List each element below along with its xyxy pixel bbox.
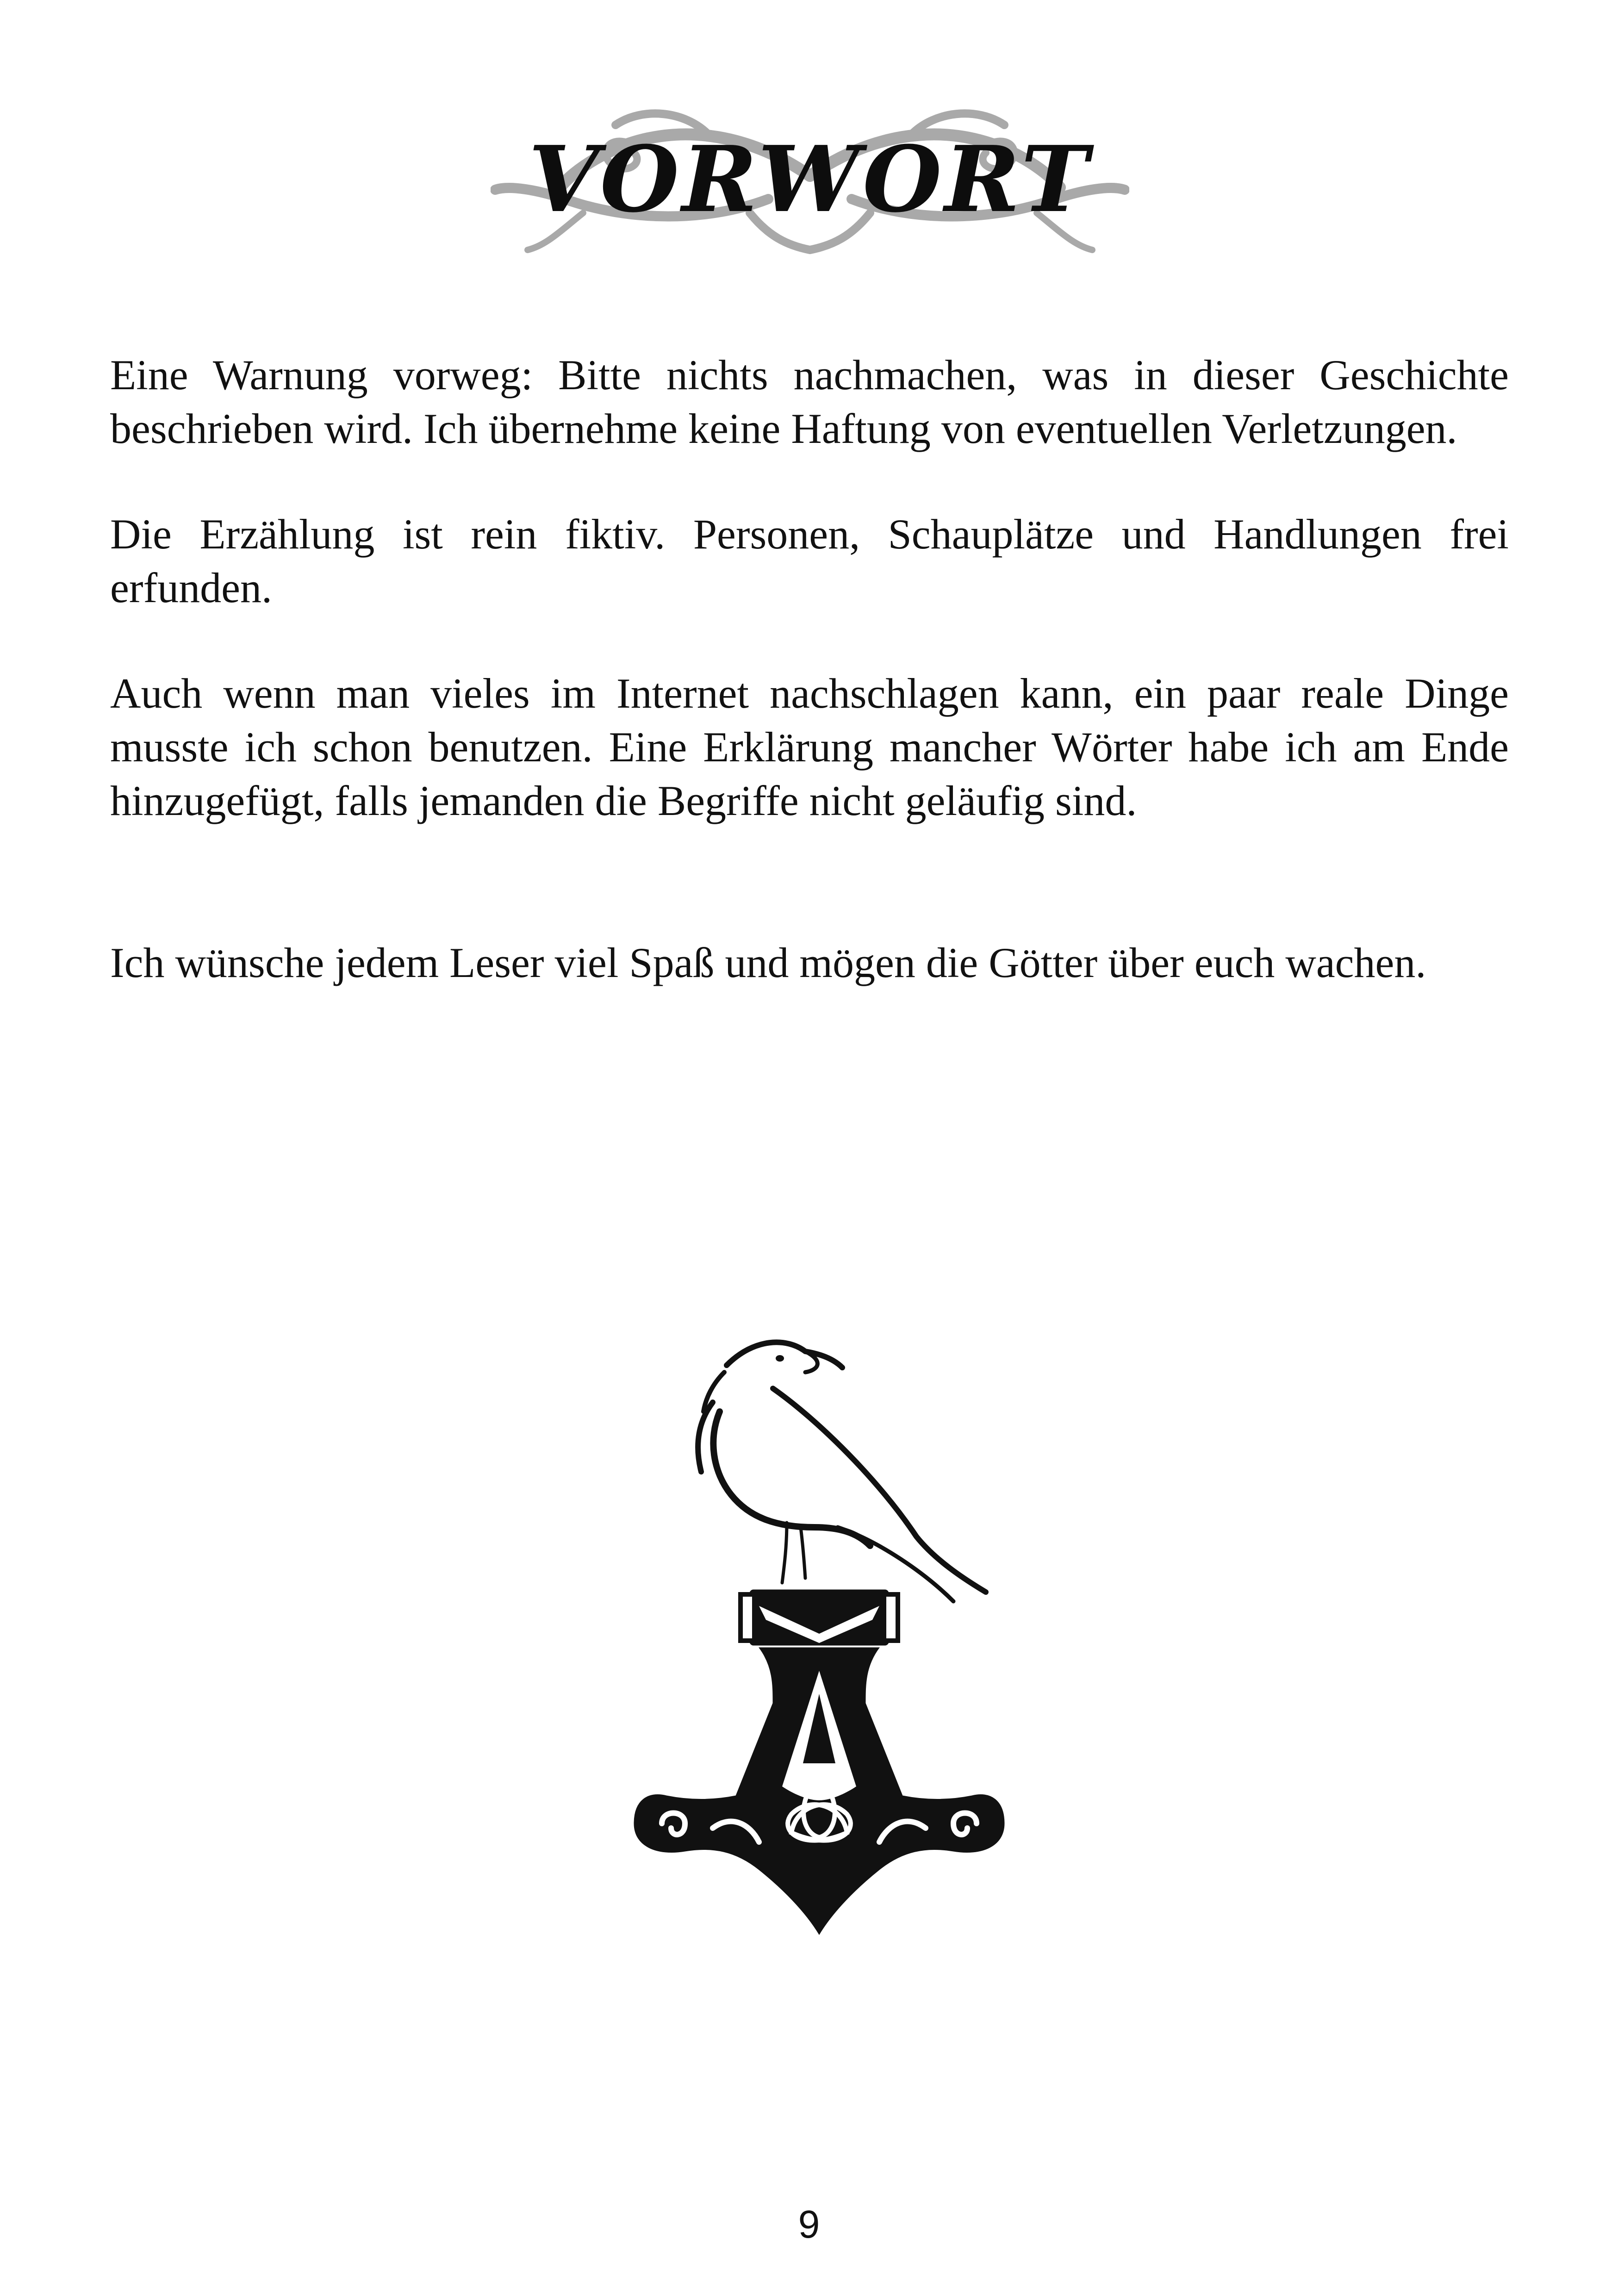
paragraph-closing-wish: Ich wünsche jedem Leser viel Spaß und mögen die Götter über euch wachen. <box>110 939 1426 986</box>
paragraph-glossary-note: Auch wenn man vieles im Internet nachschlagen kann, ein paar reale Dinge musste ich schon benutzen. Eine Erklärung mancher Wörter habe ich am Ende hinzugefügt, falls jemanden die Begriffe nicht geläufig sind. <box>110 670 1509 824</box>
paragraph-fiction-note: Die Erzählung ist rein fiktiv. Personen, Schauplätze und Handlungen frei erfunden. <box>110 510 1509 611</box>
paragraph-warning: Eine Warnung vorweg: Bitte nichts nachmachen, was in dieser Geschichte beschrieben wird. Ich übernehme keine Haftung von eventuellen Verletzungen. <box>110 351 1509 452</box>
page-number: 9 <box>798 2203 820 2246</box>
raven-on-thors-hammer-icon <box>620 1333 1055 1990</box>
chapter-title: VORWORT <box>528 126 1092 233</box>
